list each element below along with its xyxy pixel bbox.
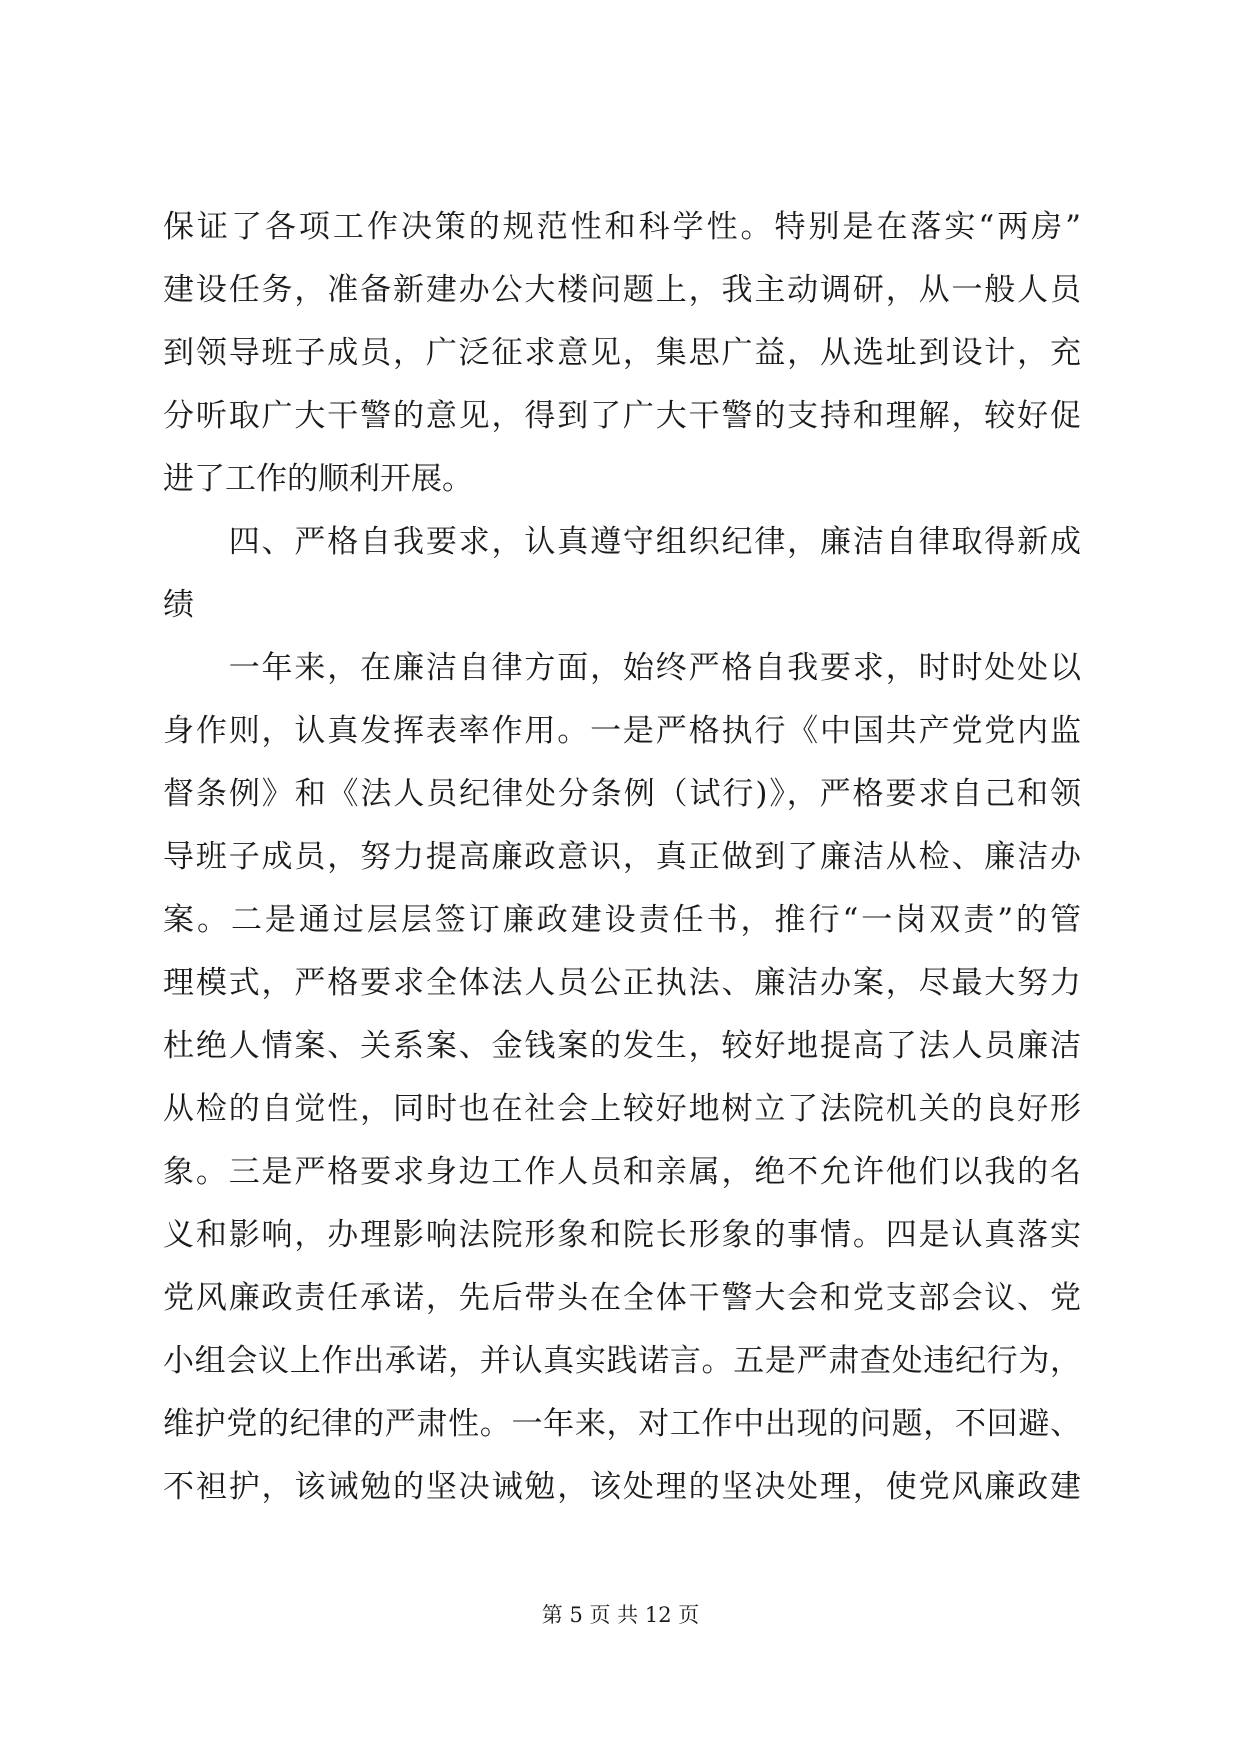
text-line: 分听取广大干警的意见，得到了广大干警的支持和理解，较好促 <box>163 398 1081 434</box>
text-line: 杜绝人情案、关系案、金钱案的发生，较好地提高了法人员廉洁 <box>163 1028 1081 1064</box>
text-line: 导班子成员，努力提高廉政意识，真正做到了廉洁从检、廉洁办 <box>163 839 1081 875</box>
text-line: 身作则，认真发挥表率作用。一是严格执行《中国共产党党内监 <box>163 713 1081 749</box>
text-line: 小组会议上作出承诺，并认真实践诺言。五是严肃查处违纪行为， <box>163 1343 1081 1379</box>
text-line: 象。三是严格要求身边工作人员和亲属，绝不允许他们以我的名 <box>163 1154 1081 1190</box>
text-line: 案。二是通过层层签订廉政建设责任书，推行“一岗双责”的管 <box>163 902 1081 938</box>
text-line: 建设任务，准备新建办公大楼问题上，我主动调研，从一般人员 <box>163 272 1081 308</box>
text-line: 不袒护，该诫勉的坚决诫勉，该处理的坚决处理，使党风廉政建 <box>163 1469 1081 1505</box>
text-line: 进了工作的顺利开展。 <box>163 461 473 497</box>
text-line: 党风廉政责任承诺，先后带头在全体干警大会和党支部会议、党 <box>163 1280 1081 1316</box>
text-line: 到领导班子成员，广泛征求意见，集思广益，从选址到设计，充 <box>163 335 1081 371</box>
section-heading-line: 绩 <box>163 587 194 623</box>
text-line: 义和影响，办理影响法院形象和院长形象的事情。四是认真落实 <box>163 1217 1081 1253</box>
text-line: 督条例》和《法人员纪律处分条例（试行)》，严格要求自己和领 <box>163 776 1081 812</box>
text-line: 理模式，严格要求全体法人员公正执法、廉洁办案，尽最大努力 <box>163 965 1081 1001</box>
text-line: 维护党的纪律的严肃性。一年来，对工作中出现的问题，不回避、 <box>163 1406 1081 1442</box>
text-line: 一年来，在廉洁自律方面，始终严格自我要求，时时处处以 <box>163 650 1081 686</box>
section-heading-line: 四、严格自我要求，认真遵守组织纪律，廉洁自律取得新成 <box>163 524 1081 560</box>
text-line: 保证了各项工作决策的规范性和科学性。特别是在落实“两房” <box>163 209 1081 245</box>
text-line: 从检的自觉性，同时也在社会上较好地树立了法院机关的良好形 <box>163 1091 1081 1127</box>
page-number-footer: 第 5 页 共 12 页 <box>541 1603 700 1627</box>
body-text <box>163 196 1081 1519</box>
